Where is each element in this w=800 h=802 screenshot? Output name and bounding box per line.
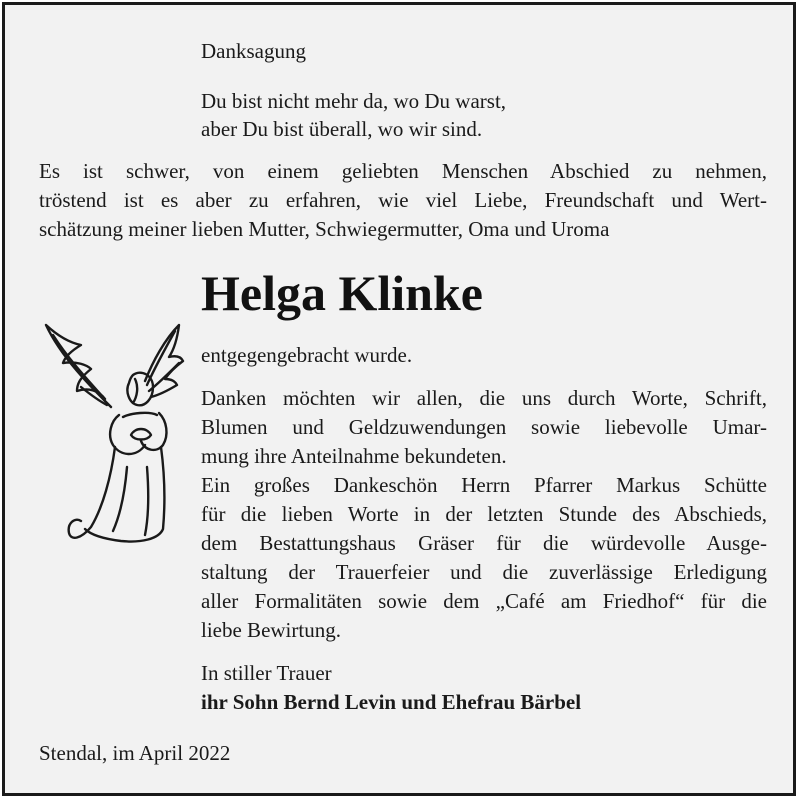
thanks-line-5: für die lieben Worte in der letzten Stunde des Abschieds, [201, 502, 767, 526]
intro-line-3: schätzung meiner lieben Mutter, Schwiegermutter, Oma und Uroma [39, 217, 610, 241]
thanks-line-2: Blumen und Geldzuwendungen sowie liebevolle Umar- [201, 415, 767, 439]
thanks-line-7: staltung der Trauerfeier und die zuverlässige Erledigung [201, 560, 767, 584]
verse-line-2: aber Du bist überall, wo wir sind. [201, 117, 483, 141]
deceased-name: Helga Klinke [201, 265, 483, 321]
thanks-line-1: Danken möchten wir allen, die uns durch Worte, Schrift, [201, 386, 767, 410]
thanks-line-8: aller Formalitäten sowie dem „Café am Friedhof“ für die [201, 589, 767, 613]
thanks-line-6: dem Bestattungshaus Gräser für die würdevolle Ausge- [201, 531, 767, 555]
signatories: ihr Sohn Bernd Levin und Ehefrau Bärbel [201, 690, 582, 714]
obituary-notice [2, 2, 796, 796]
after-name-line: entgegengebracht wurde. [201, 343, 413, 367]
intro-line-2: tröstend ist es aber zu erfahren, wie viel Liebe, Freundschaft und Wert- [39, 188, 767, 212]
verse-line-1: Du bist nicht mehr da, wo Du warst, [201, 89, 507, 113]
intro-line-1: Es ist schwer, von einem geliebten Menschen Abschied zu nehmen, [39, 159, 767, 183]
thanks-line-4: Ein großes Dankeschön Herrn Pfarrer Markus Schütte [201, 473, 767, 497]
thanks-line-9: liebe Bewirtung. [201, 618, 341, 642]
place-date: Stendal, im April 2022 [39, 741, 231, 765]
mourning-line: In stiller Trauer [201, 661, 332, 685]
angel-icon [41, 317, 191, 547]
heading: Danksagung [201, 39, 306, 63]
thanks-line-3: mung ihre Anteilnahme bekundeten. [201, 444, 507, 468]
